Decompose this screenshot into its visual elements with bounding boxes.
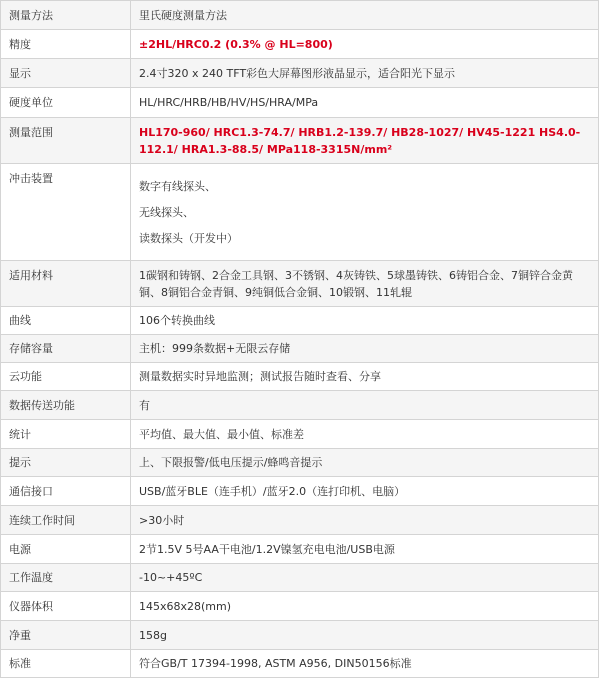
spec-row-display (1, 59, 599, 88)
spec-label: 云功能 (1, 363, 131, 391)
spec-label: 显示 (1, 59, 131, 88)
spec-row-standard (1, 650, 599, 678)
spec-label: 统计 (1, 420, 131, 449)
spec-label: 工作温度 (1, 564, 131, 592)
spec-label: 标准 (1, 650, 131, 678)
spec-value: 2节1.5V 5号AA干电池/1.2V镍氢充电电池/USB电源 (131, 535, 599, 564)
spec-value: USB/蓝牙BLE（连手机）/蓝牙2.0（连打印机、电脑） (131, 477, 599, 506)
spec-row-method (1, 1, 599, 30)
spec-row-range (1, 118, 599, 164)
spec-value: 上、下限报警/低电压提示/蜂鸣音提示 (131, 449, 599, 477)
spec-label: 电源 (1, 535, 131, 564)
spec-value: 测量数据实时异地监测；测试报告随时查看、分享 (131, 363, 599, 391)
spec-label: 仪器体积 (1, 592, 131, 621)
impact-line-reading: 读数探头（开发中） (139, 231, 238, 245)
spec-row-dimensions (1, 592, 599, 621)
spec-value: HL/HRC/HRB/HB/HV/HS/HRA/MPa (131, 88, 599, 118)
spec-row-curves (1, 307, 599, 335)
spec-value: 有 (131, 391, 599, 420)
impact-line-wireless: 无线探头、 (139, 205, 194, 219)
spec-label: 精度 (1, 30, 131, 59)
spec-value (131, 164, 599, 261)
spec-value: 1碳钢和铸钢、2合金工具钢、3不锈钢、4灰铸铁、5球墨铸铁、6铸铝合金、7铜锌合金黄铜、8铜铝合金青铜、9纯铜低合金铜、10锻钢、11轧辊 (131, 261, 599, 307)
spec-row-data-transfer (1, 391, 599, 420)
spec-label: 通信接口 (1, 477, 131, 506)
spec-value (131, 30, 599, 59)
spec-label: 提示 (1, 449, 131, 477)
spec-row-prompts (1, 449, 599, 477)
spec-label: 冲击装置 (1, 164, 131, 261)
spec-row-materials (1, 261, 599, 307)
spec-value: 2.4寸320 x 240 TFT彩色大屏幕图形液晶显示，适合阳光下显示 (131, 59, 599, 88)
spec-row-storage (1, 335, 599, 363)
spec-row-temperature (1, 564, 599, 592)
spec-row-cloud (1, 363, 599, 391)
spec-label: 测量范围 (1, 118, 131, 164)
spec-value: 平均值、最大值、最小值、标准差 (131, 420, 599, 449)
spec-value: 里氏硬度测量方法 (131, 1, 599, 30)
impact-line-wired: 数字有线探头、 (139, 179, 216, 193)
spec-label: 连续工作时间 (1, 506, 131, 535)
spec-row-accuracy (1, 30, 599, 59)
spec-value: -10~+45ºC (131, 564, 599, 592)
spec-row-impact-device (1, 164, 599, 261)
spec-row-working-time (1, 506, 599, 535)
spec-label: 净重 (1, 621, 131, 650)
spec-value: 158g (131, 621, 599, 650)
spec-label: 适用材料 (1, 261, 131, 307)
range-value: HL170-960/ HRC1.3-74.7/ HRB1.2-139.7/ HB28-1027/ HV45-1221 HS4.0-112.1/ HRA1.3-88.5/ MPa118-3315N/mm² (139, 125, 581, 156)
spec-value: 106个转换曲线 (131, 307, 599, 335)
spec-value: 主机：999条数据+无限云存储 (131, 335, 599, 363)
spec-label: 存储容量 (1, 335, 131, 363)
spec-value: >30小时 (131, 506, 599, 535)
spec-label: 数据传送功能 (1, 391, 131, 420)
spec-label: 测量方法 (1, 1, 131, 30)
spec-row-weight (1, 621, 599, 650)
spec-row-interface (1, 477, 599, 506)
spec-row-power (1, 535, 599, 564)
spec-row-units (1, 88, 599, 118)
accuracy-value: ±2HL/HRC0.2 (0.3% @ HL=800) (139, 37, 333, 51)
spec-value (131, 118, 599, 164)
spec-value: 145x68x28(mm) (131, 592, 599, 621)
spec-label: 曲线 (1, 307, 131, 335)
spec-value: 符合GB/T 17394-1998, ASTM A956, DIN50156标准 (131, 650, 599, 678)
spec-row-statistics (1, 420, 599, 449)
spec-label: 硬度单位 (1, 88, 131, 118)
